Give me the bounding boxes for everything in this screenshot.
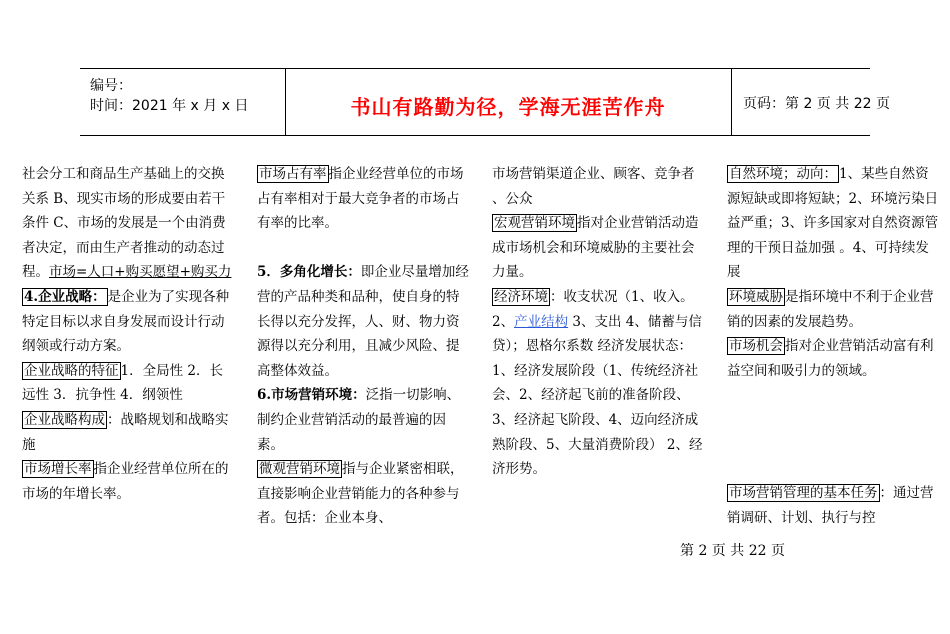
- market-formula: 市场=人口+购买愿望+购买力: [49, 264, 232, 281]
- macro-env-term: 宏观营销环境: [494, 215, 575, 232]
- economic-env-text-a: ：收支状况（1、收入。 2、: [492, 288, 694, 330]
- macro-env-text: 指对企业营销活动造成市场机会和环境威胁的主要社会力量。: [492, 215, 699, 281]
- paragraph: [727, 334, 939, 383]
- header-left-cell: [80, 69, 286, 135]
- management-task-text: ：通过营销调研、计划、执行与控: [727, 485, 934, 526]
- column-3: [492, 162, 704, 482]
- env-threat-text: 是指环境中不利于企业营销的因素的发展趋势。: [727, 288, 934, 330]
- number-label: 编号：: [90, 78, 132, 94]
- management-task-term: 市场营销管理的基本任务: [729, 485, 878, 502]
- strategy-definition: 是企业为了实现各种特定目标以求自身发展而设计行动纲领或行动方案。: [22, 288, 230, 355]
- growth-rate-text: 指企业经营单位所在的市场的年增长率。: [22, 461, 229, 502]
- header-right-cell: [731, 69, 890, 135]
- header-mid-cell: [285, 69, 732, 135]
- column-1: [22, 162, 234, 506]
- paragraph: [22, 457, 234, 506]
- column-4: [727, 162, 939, 531]
- channel-text: 市场营销渠道企业、顾客、竞争者: [492, 166, 695, 182]
- page-label: 页码：第 2 页 共 22 页: [743, 96, 890, 112]
- marketing-env-title: 6.市场营销环境：: [257, 387, 366, 404]
- env-threat-term: 环境威胁: [729, 288, 783, 305]
- page-footer: 第 2 页 共 22 页: [680, 543, 785, 559]
- paragraph: [22, 408, 234, 457]
- paragraph: [22, 285, 234, 359]
- market-opportunity-term: 市场机会: [729, 338, 783, 355]
- diversification-text: 即企业尽量增加经营的产品种类和品种，使自身的特长得以充分发挥，人、财、物力资源得以充分利用，且减少风险、提高整体效益。: [257, 264, 469, 379]
- paragraph: [22, 162, 234, 285]
- paragraph: [492, 285, 704, 482]
- paragraph: [257, 383, 469, 457]
- diversification-title: 5．多角化增长：: [257, 264, 361, 281]
- market-share-term: 市场占有率: [259, 166, 327, 182]
- header-table: [80, 68, 890, 136]
- paragraph: [492, 211, 704, 285]
- paragraph: [22, 359, 234, 408]
- strategy-title: 4.企业战略：: [24, 288, 106, 305]
- strategy-feature-text: 1．全局性 2．长远性 3．抗争性 4．纲领性: [22, 362, 223, 404]
- time-label: 时间：2021 年 x 月 x 日: [90, 98, 249, 114]
- slogan: 书山有路勤为径，学海无涯苦作舟: [350, 95, 666, 119]
- industry-structure-link[interactable]: 产业结构: [514, 313, 569, 330]
- strategy-structure-term: 企业战略构成: [24, 411, 105, 428]
- strategy-structure-text: ：战略规划和战略实施: [22, 411, 229, 453]
- public-text: 、公众: [492, 190, 533, 207]
- market-opportunity-text: 指对企业营销活动富有利益空间和吸引力的领域。: [727, 338, 934, 379]
- economic-env-term: 经济环境: [494, 288, 548, 305]
- paragraph: [257, 162, 469, 236]
- paragraph: [257, 260, 469, 383]
- strategy-feature-term: 企业战略的特征: [24, 362, 119, 379]
- paragraph: [257, 457, 469, 531]
- micro-env-text: 指与企业紧密相联，直接影响企业营销能力的各种参与者。包括：企业本身、: [257, 461, 464, 527]
- natural-env-term: 自然环境；动向：: [729, 166, 837, 182]
- paragraph: [727, 162, 939, 285]
- economic-env-text-b: 3、支出 4、储蓄与信贷）；恩格尔系数 经济发展状态：1、经济发展阶段（1、传统经济社会、2、经济起飞前的准备阶段、3、经济起飞阶段、4、迈向经济成熟阶段、5、大量消费阶段） 2、经济形势。: [492, 313, 703, 478]
- market-share-text: 指企业经营单位的市场占有率相对于最大竞争者的市场占有率的比率。: [257, 166, 464, 232]
- natural-env-text: 1、某些自然资源短缺或即将短缺；2、环境污染日益严重；3、许多国家对自然资源管理的干预日益加强 。4、可持续发展: [727, 166, 939, 281]
- growth-rate-term: 市场增长率: [24, 461, 92, 478]
- market-conditions-text: 社会分工和商品生产基础上的交换关系 B、现实市场的形成要由若干条件 C、市场的发展是一个由消费者决定，而由生产者推动的动态过程。: [22, 166, 226, 281]
- column-2: [257, 162, 469, 531]
- paragraph: [727, 285, 939, 334]
- paragraph: [727, 481, 939, 530]
- micro-env-term: 微观营销环境: [259, 461, 340, 478]
- marketing-env-text: 泛指一切影响、制约企业营销活动的最普遍的因素。: [257, 387, 461, 453]
